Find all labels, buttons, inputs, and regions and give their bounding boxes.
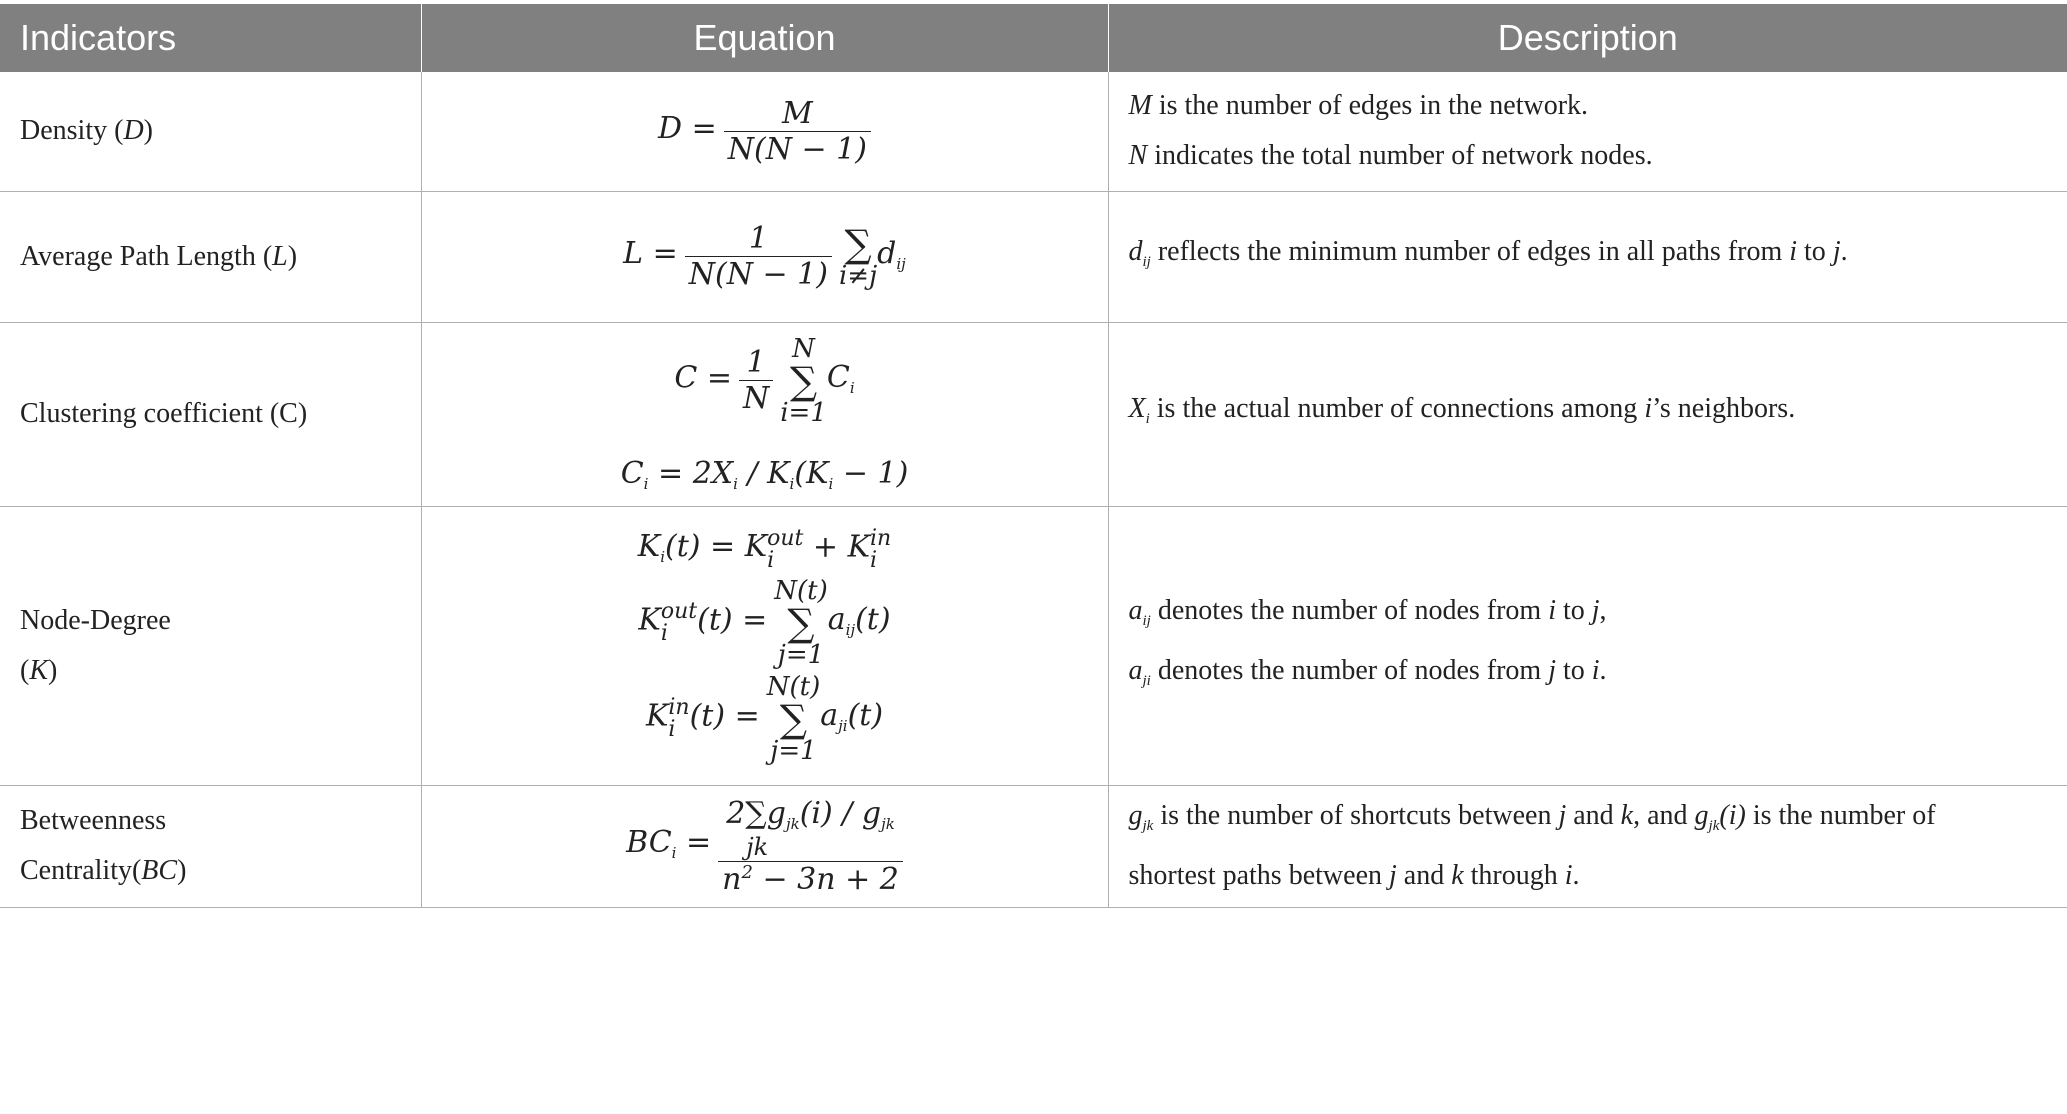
desc-end: . [1599,654,1607,686]
desc-var: g [1128,800,1143,831]
desc-var2: g [1694,800,1709,831]
desc-and: and [1566,800,1621,831]
equation-avg-path: L = $\frac{1}{N(N - 1)}$ ∑ i≠j $d_{ij}$ [421,191,1108,322]
desc-var: a [1128,594,1143,626]
indicator-cell: Node-Degree (K) [0,506,421,785]
indicator-cell: Betweenness Centrality(BC) [0,785,421,907]
desc-tail: is the number of [1745,800,1936,831]
desc-var: d [1128,235,1143,267]
indicator-label: Density [20,115,108,147]
desc-b: i [1591,654,1600,686]
desc-sub: ij [1142,612,1151,629]
description-cell [1108,506,2067,785]
desc-text: denotes the number of nodes from [1150,594,1549,626]
indicator-label: Clustering coefficient (C) [20,398,308,429]
desc-comma: , and [1633,800,1695,831]
description-cell [1108,191,2067,322]
desc-c: i [1564,860,1573,891]
desc-through: through [1463,860,1565,891]
description-cell [1108,322,2067,506]
header-description: Description [1108,4,2067,72]
equation-clustering: C = $\frac{1}{N}$ N ∑ i=1 $C_i$ $C_i = 2X_i / K_i(K_i - 1)$ [421,322,1108,506]
desc-mid: to [1555,594,1592,626]
desc-text: is the actual number of connections among [1149,393,1645,424]
table-row [0,506,2067,785]
desc-end: . [1572,860,1580,891]
desc-var: a [1128,654,1143,686]
desc-end: ’s neighbors. [1652,393,1796,424]
header-indicators: Indicators [0,4,421,72]
desc-sub: jk [1142,818,1154,834]
equation-density: D = $\frac{M}{N(N - 1)}$ [421,72,1108,191]
desc-and: and [1396,860,1452,891]
table-row [0,191,2067,322]
desc-i: i [1789,235,1798,267]
description-cell [1108,72,2067,191]
desc-b: k [1620,800,1634,831]
equation-betweenness: $BC_i$ = $2\sum g_{jk}(i) / g_{jk}$ jk $n^2 - 3n + 2$ [421,785,1108,907]
desc-a: j [1548,654,1556,686]
desc-i: i [1644,393,1653,424]
desc-a: j [1389,860,1397,891]
desc-text: is the number of shortcuts between [1153,800,1559,831]
table-row [0,785,2067,907]
desc-sub: ij [1142,253,1151,270]
indicator-symbol: L [272,240,288,272]
table-row [0,322,2067,506]
desc-mid: to [1555,654,1592,686]
desc-b: k [1451,860,1464,891]
desc-sub: i [1145,411,1150,427]
indicator-label: Betweenness [20,805,167,836]
desc-b: j [1591,594,1600,626]
indicator-symbol: K [29,654,49,686]
desc-var: N [1128,140,1148,172]
desc-sub: ji [1142,672,1151,689]
desc-a: i [1548,594,1556,626]
indicator-symbol: D [123,115,144,147]
indicator-label: Average Path Length [20,240,256,272]
desc-text: reflects the minimum number of edges in all paths from [1150,235,1790,267]
desc-text: shortest paths between [1128,860,1389,891]
desc-text: indicates the total number of network nodes. [1147,140,1653,172]
desc-end: . [1840,235,1848,267]
desc-to: to [1797,235,1833,267]
desc-end: , [1599,594,1607,626]
indicator-cell: Average Path Length (L) [0,191,421,322]
table-row [0,72,2067,191]
desc-text: denotes the number of nodes from [1150,654,1549,686]
indicator-cell: Density (D) [0,72,421,191]
description-cell [1108,785,2067,907]
desc-var: X [1128,393,1146,424]
desc-j: j [1832,235,1841,267]
equation-node-degree: $K_i(t) = K$ out i + K in i K out i (t) = N(t) ∑ j=1 $a_{ij}(t)$ K in i (t) = N(t) ∑ j=1 $a_{ji}(t)$ [421,506,1108,785]
indicator-cell [0,322,421,506]
desc-text: is the number of edges in the network. [1151,90,1589,122]
header-row [0,4,2067,72]
header-equation: Equation [421,4,1108,72]
indicator-label: Node-Degree [20,604,171,636]
indicator-symbol: BC [141,855,178,886]
desc-var: M [1128,90,1152,122]
indicator-label-2: Centrality( [20,855,142,886]
indicators-table [0,4,2067,908]
desc-a: j [1558,800,1567,831]
desc-paren: (i) [1719,800,1746,831]
desc-sub2: jk [1708,818,1720,834]
